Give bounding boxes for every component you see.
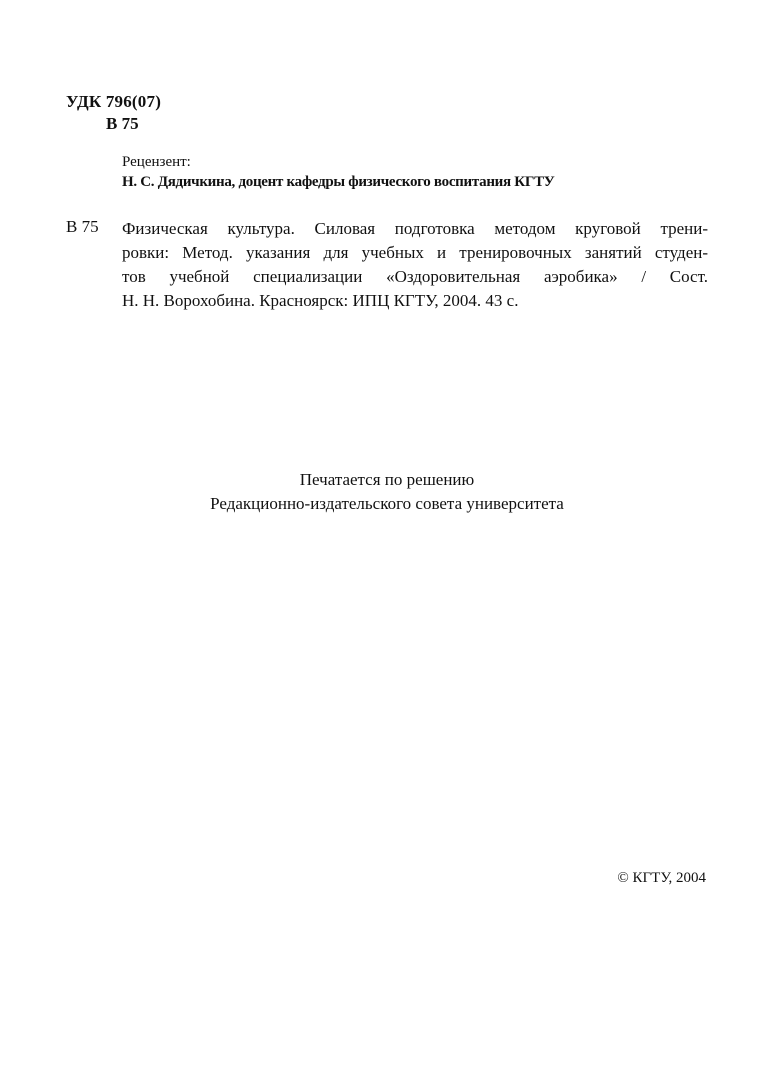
reviewer-name: Н. С. Дядичкина, доцент кафедры физического воспитания КГТУ	[122, 174, 555, 190]
bibliographic-description	[122, 217, 708, 313]
publication-note	[0, 468, 774, 516]
reviewer-label: Рецензент:	[122, 154, 191, 170]
bibliographic-line: тов учебной специализации «Оздоровительная аэробика» / Сост.	[122, 267, 708, 286]
library-index: В 75	[106, 114, 139, 133]
bibliographic-line: ровки: Метод. указания для учебных и тренировочных занятий студен-	[122, 243, 708, 262]
bibliographic-line: Физическая культура. Силовая подготовка методом круговой трени-	[122, 219, 708, 238]
bibliographic-line: Н. Н. Ворохобина. Красноярск: ИПЦ КГТУ, 2004. 43 с.	[122, 291, 519, 310]
copyright-notice: © КГТУ, 2004	[617, 870, 706, 886]
udk-code: УДК 796(07)	[66, 92, 162, 111]
publication-note-line-1: Печатается по решению	[299, 470, 475, 489]
bibliographic-index: В 75	[66, 217, 99, 236]
publication-note-line-2: Редакционно-издательского совета университета	[210, 494, 564, 513]
